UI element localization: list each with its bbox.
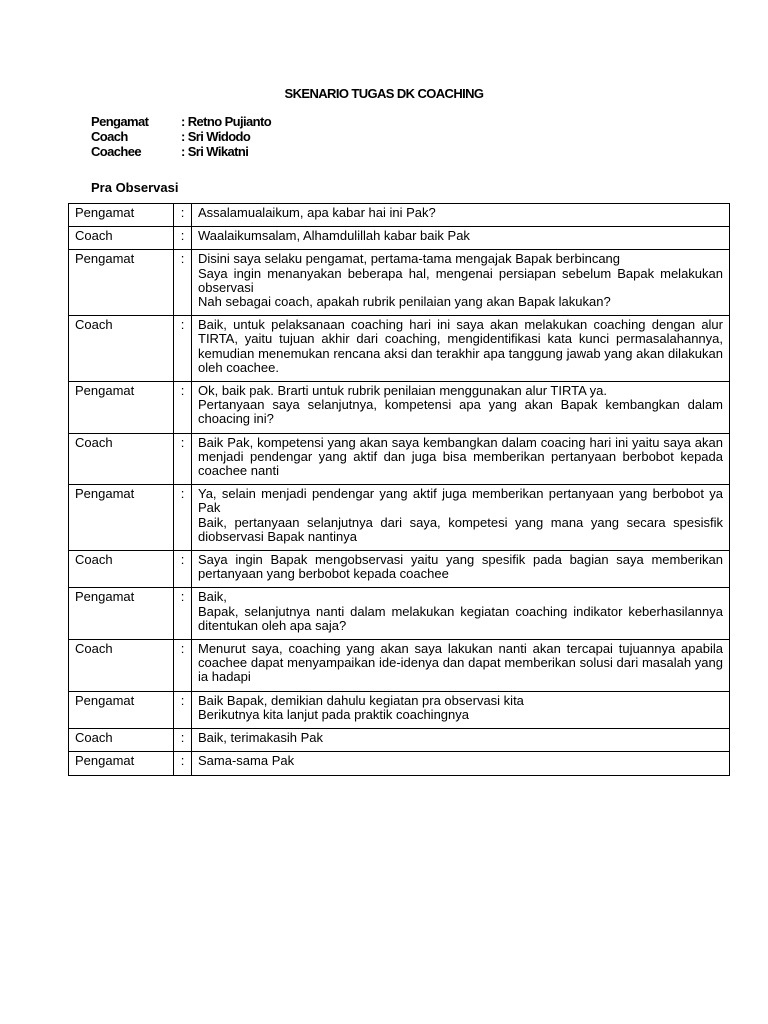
table-row bbox=[69, 691, 730, 728]
table-row bbox=[69, 588, 730, 640]
section-title: Pra Observasi bbox=[91, 180, 179, 195]
utterance-line: Sama-sama Pak bbox=[198, 753, 295, 769]
separator-cell: : bbox=[174, 316, 192, 382]
separator-cell: : bbox=[174, 433, 192, 485]
utterance-cell bbox=[192, 729, 730, 752]
speaker-cell: Coach bbox=[69, 729, 174, 752]
utterance-line: Waalaikumsalam, Alhamdulillah kabar baik Pak bbox=[198, 228, 470, 244]
separator-cell: : bbox=[174, 691, 192, 728]
utterance-cell bbox=[192, 204, 730, 227]
utterance-cell bbox=[192, 691, 730, 728]
speaker-cell: Pengamat bbox=[69, 382, 174, 434]
speaker-cell: Pengamat bbox=[69, 588, 174, 640]
separator-cell: : bbox=[174, 752, 192, 775]
utterance-line: Saya ingin menanyakan beberapa hal, mengenai persiapan sebelum Bapak melakukan observasi bbox=[198, 265, 723, 295]
speaker-cell: Pengamat bbox=[69, 250, 174, 316]
participant-role: Coach bbox=[91, 129, 128, 144]
speaker-cell: Pengamat bbox=[69, 752, 174, 775]
participant-role: Coachee bbox=[91, 144, 141, 159]
utterance-line: Baik, pertanyaan selanjutnya dari saya, kompetesi yang mana yang secara spesisfik diobservasi Bapak nantinya bbox=[198, 514, 723, 544]
document-title: SKENARIO TUGAS DK COACHING bbox=[284, 86, 484, 101]
utterance-cell bbox=[192, 227, 730, 250]
speaker-cell: Coach bbox=[69, 640, 174, 692]
participant-row bbox=[91, 144, 271, 159]
utterance-line: Ok, baik pak. Brarti untuk rubrik penilaian menggunakan alur TIRTA ya. bbox=[198, 383, 607, 399]
utterance-line: Saya ingin Bapak mengobservasi yaitu yang spesifik pada bagian saya memberikan pertanyaan yang berbobot kepada coachee bbox=[198, 552, 723, 582]
table-row bbox=[69, 433, 730, 485]
participant-name: : Sri Wikatni bbox=[181, 144, 249, 159]
participants-block bbox=[91, 114, 271, 159]
table-row bbox=[69, 640, 730, 692]
utterance-cell bbox=[192, 640, 730, 692]
participant-name: : Retno Pujianto bbox=[181, 114, 272, 129]
utterance-line: Baik, terimakasih Pak bbox=[198, 730, 323, 746]
table-row bbox=[69, 485, 730, 551]
separator-cell: : bbox=[174, 250, 192, 316]
participant-row bbox=[91, 129, 271, 144]
speaker-cell: Coach bbox=[69, 551, 174, 588]
utterance-line: Disini saya selaku pengamat, pertama-tama mengajak Bapak berbincang bbox=[198, 251, 621, 267]
participant-name: : Sri Widodo bbox=[181, 129, 251, 144]
table-row bbox=[69, 250, 730, 316]
table-row bbox=[69, 729, 730, 752]
utterance-line: Baik Pak, kompetensi yang akan saya kembangkan dalam coacing hari ini yaitu saya akan menjadi pendengar yang aktif dan juga bisa memberikan pertanyaan berbobot kepada coachee nanti bbox=[198, 434, 723, 479]
participant-row bbox=[91, 114, 271, 129]
separator-cell: : bbox=[174, 485, 192, 551]
utterance-cell bbox=[192, 250, 730, 316]
speaker-cell: Coach bbox=[69, 316, 174, 382]
speaker-cell: Coach bbox=[69, 227, 174, 250]
table-row bbox=[69, 316, 730, 382]
separator-cell: : bbox=[174, 204, 192, 227]
utterance-cell bbox=[192, 551, 730, 588]
utterance-line: Bapak, selanjutnya nanti dalam melakukan kegiatan coaching indikator keberhasilannya ditentukan oleh apa saja? bbox=[198, 603, 723, 633]
table-row bbox=[69, 227, 730, 250]
utterance-line: Baik Bapak, demikian dahulu kegiatan pra observasi kita bbox=[198, 692, 524, 708]
separator-cell: : bbox=[174, 382, 192, 434]
speaker-cell: Pengamat bbox=[69, 485, 174, 551]
speaker-cell: Coach bbox=[69, 433, 174, 485]
table-row bbox=[69, 551, 730, 588]
utterance-line: Assalamualaikum, apa kabar hai ini Pak? bbox=[198, 205, 436, 220]
utterance-cell bbox=[192, 433, 730, 485]
separator-cell: : bbox=[174, 227, 192, 250]
utterance-cell bbox=[192, 382, 730, 434]
table-row bbox=[69, 382, 730, 434]
separator-cell: : bbox=[174, 729, 192, 752]
utterance-line: Ya, selain menjadi pendengar yang aktif juga memberikan pertanyaan yang berbobot ya Pak bbox=[198, 486, 723, 516]
utterance-line: Baik, bbox=[198, 589, 227, 605]
separator-cell: : bbox=[174, 588, 192, 640]
utterance-cell bbox=[192, 588, 730, 640]
utterance-line: Berikutnya kita lanjut pada praktik coachingnya bbox=[198, 706, 469, 722]
speaker-cell: Pengamat bbox=[69, 691, 174, 728]
utterance-line: Menurut saya, coaching yang akan saya lakukan nanti akan tercapai tujuannya apabila coachee dapat menyampaikan ide-idenya dan dapat memberikan solusi dari masalah yang ia hadapi bbox=[198, 641, 723, 685]
dialogue-table-body bbox=[69, 204, 730, 776]
utterance-cell bbox=[192, 485, 730, 551]
table-row bbox=[69, 752, 730, 775]
dialogue-table bbox=[68, 203, 730, 776]
separator-cell: : bbox=[174, 640, 192, 692]
utterance-cell bbox=[192, 752, 730, 775]
speaker-cell: Pengamat bbox=[69, 204, 174, 227]
utterance-line: Nah sebagai coach, apakah rubrik penilaian yang akan Bapak lakukan? bbox=[198, 294, 611, 310]
utterance-cell bbox=[192, 316, 730, 382]
table-row bbox=[69, 204, 730, 227]
participant-role: Pengamat bbox=[91, 114, 149, 129]
separator-cell: : bbox=[174, 551, 192, 588]
utterance-line: Pertanyaan saya selanjutnya, kompetensi apa yang akan Bapak kembangkan dalam choacing ini? bbox=[198, 397, 723, 427]
utterance-line: Baik, untuk pelaksanaan coaching hari ini saya akan melakukan coaching dengan alur TIRTA, yaitu tujuan akhir dari coaching, mengidentifikasi kata kunci permasalahannya, kemudian menemukan rencana aksi dan terakhir apa tanggung jawab yang akan dilakukan oleh coachee. bbox=[198, 317, 723, 375]
